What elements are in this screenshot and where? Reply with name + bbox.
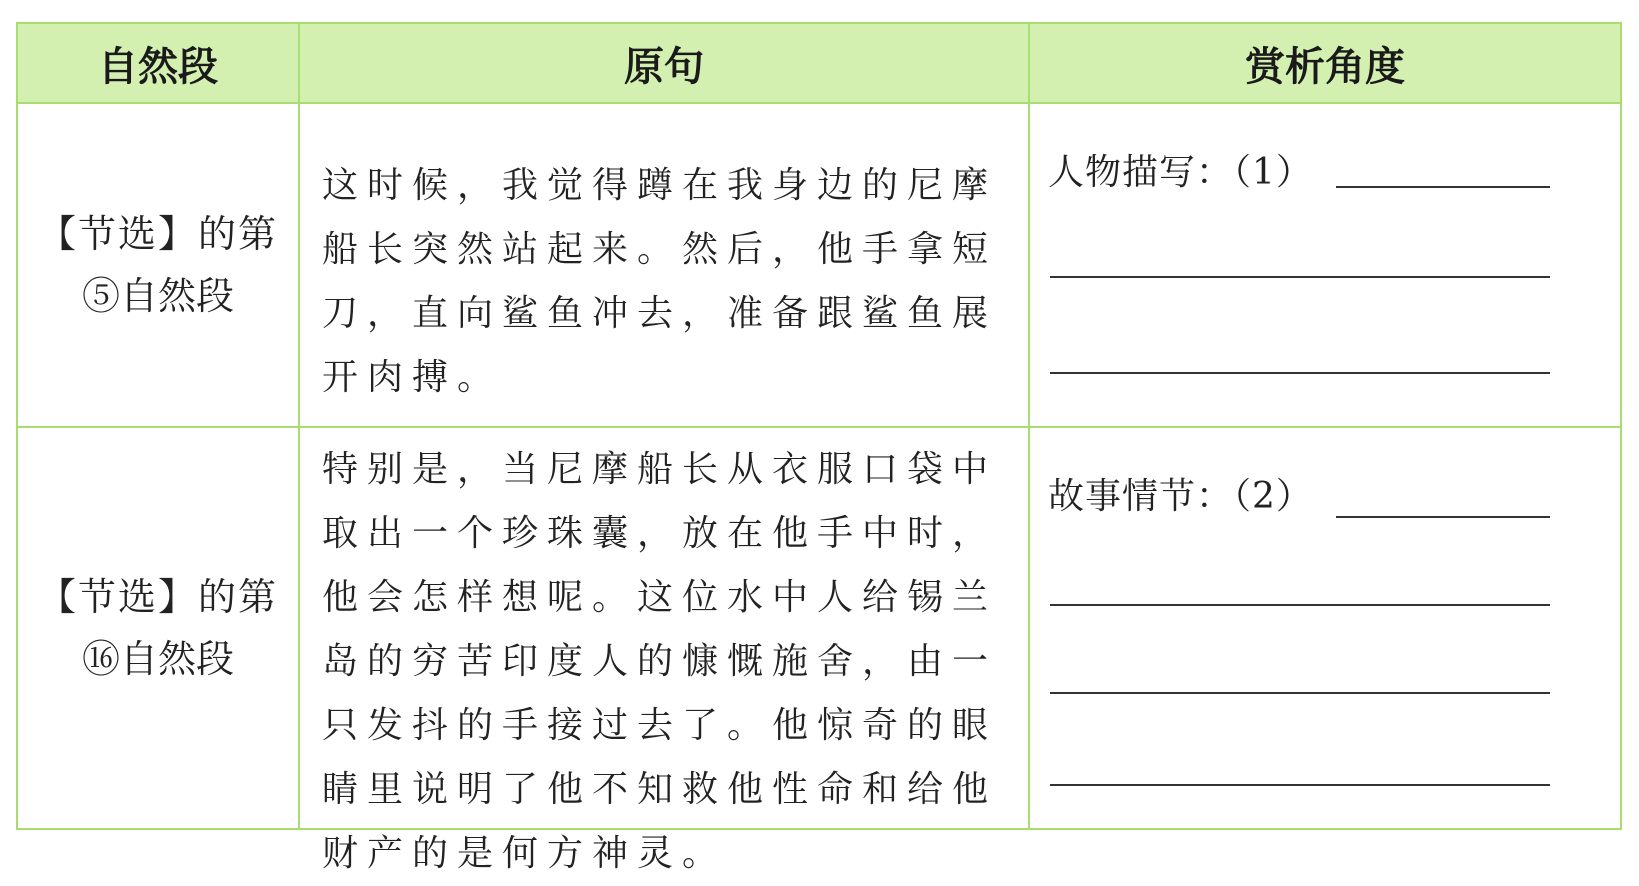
row1-answer-blank-1[interactable] [1336,186,1550,188]
header-paragraph: 自然段 [18,24,300,102]
row2-answer-blank-2[interactable] [1050,604,1550,606]
row2-paragraph-line1: 【节选】的第 [37,575,278,619]
analysis-table [16,22,1622,874]
row1-answer-blank-2[interactable] [1050,276,1550,278]
row1-angle-label: 人物描写：（1） [1048,152,1313,193]
row1-paragraph-cell [18,102,300,426]
row2-angle-label: 故事情节：（2） [1048,476,1313,517]
row1-sentence-cell: 这时候，我觉得蹲在我身边的尼摩船长突然站起来。然后，他手拿短刀，直向鲨鱼冲去，准备跟鲨鱼展开肉搏。 [300,102,1030,426]
row2-answer-blank-3[interactable] [1050,692,1550,694]
row2-answer-blank-1[interactable] [1336,516,1550,518]
row2-sentence-cell: 特别是，当尼摩船长从衣服口袋中取出一个珍珠囊，放在他手中时，他会怎样想呢。这位水中人给锡兰岛的穷苦印度人的慷慨施舍，由一只发抖的手接过去了。他惊奇的眼睛里说明了他不知救他性命和给他财产的是何方神灵。 [300,426,1030,828]
row2-paragraph-cell [18,426,300,828]
row2-paragraph-line2: ⑯自然段 [81,637,234,681]
row2-angle-cell [1030,426,1620,828]
header-angle: 赏析角度 [1030,24,1620,102]
row1-paragraph-line1: 【节选】的第 [37,212,278,256]
row1-answer-blank-3[interactable] [1050,372,1550,374]
header-sentence: 原句 [300,24,1030,102]
row1-angle-cell [1030,102,1620,426]
row1-paragraph-line2: ⑤自然段 [81,274,234,318]
row2-answer-blank-4[interactable] [1050,784,1550,786]
